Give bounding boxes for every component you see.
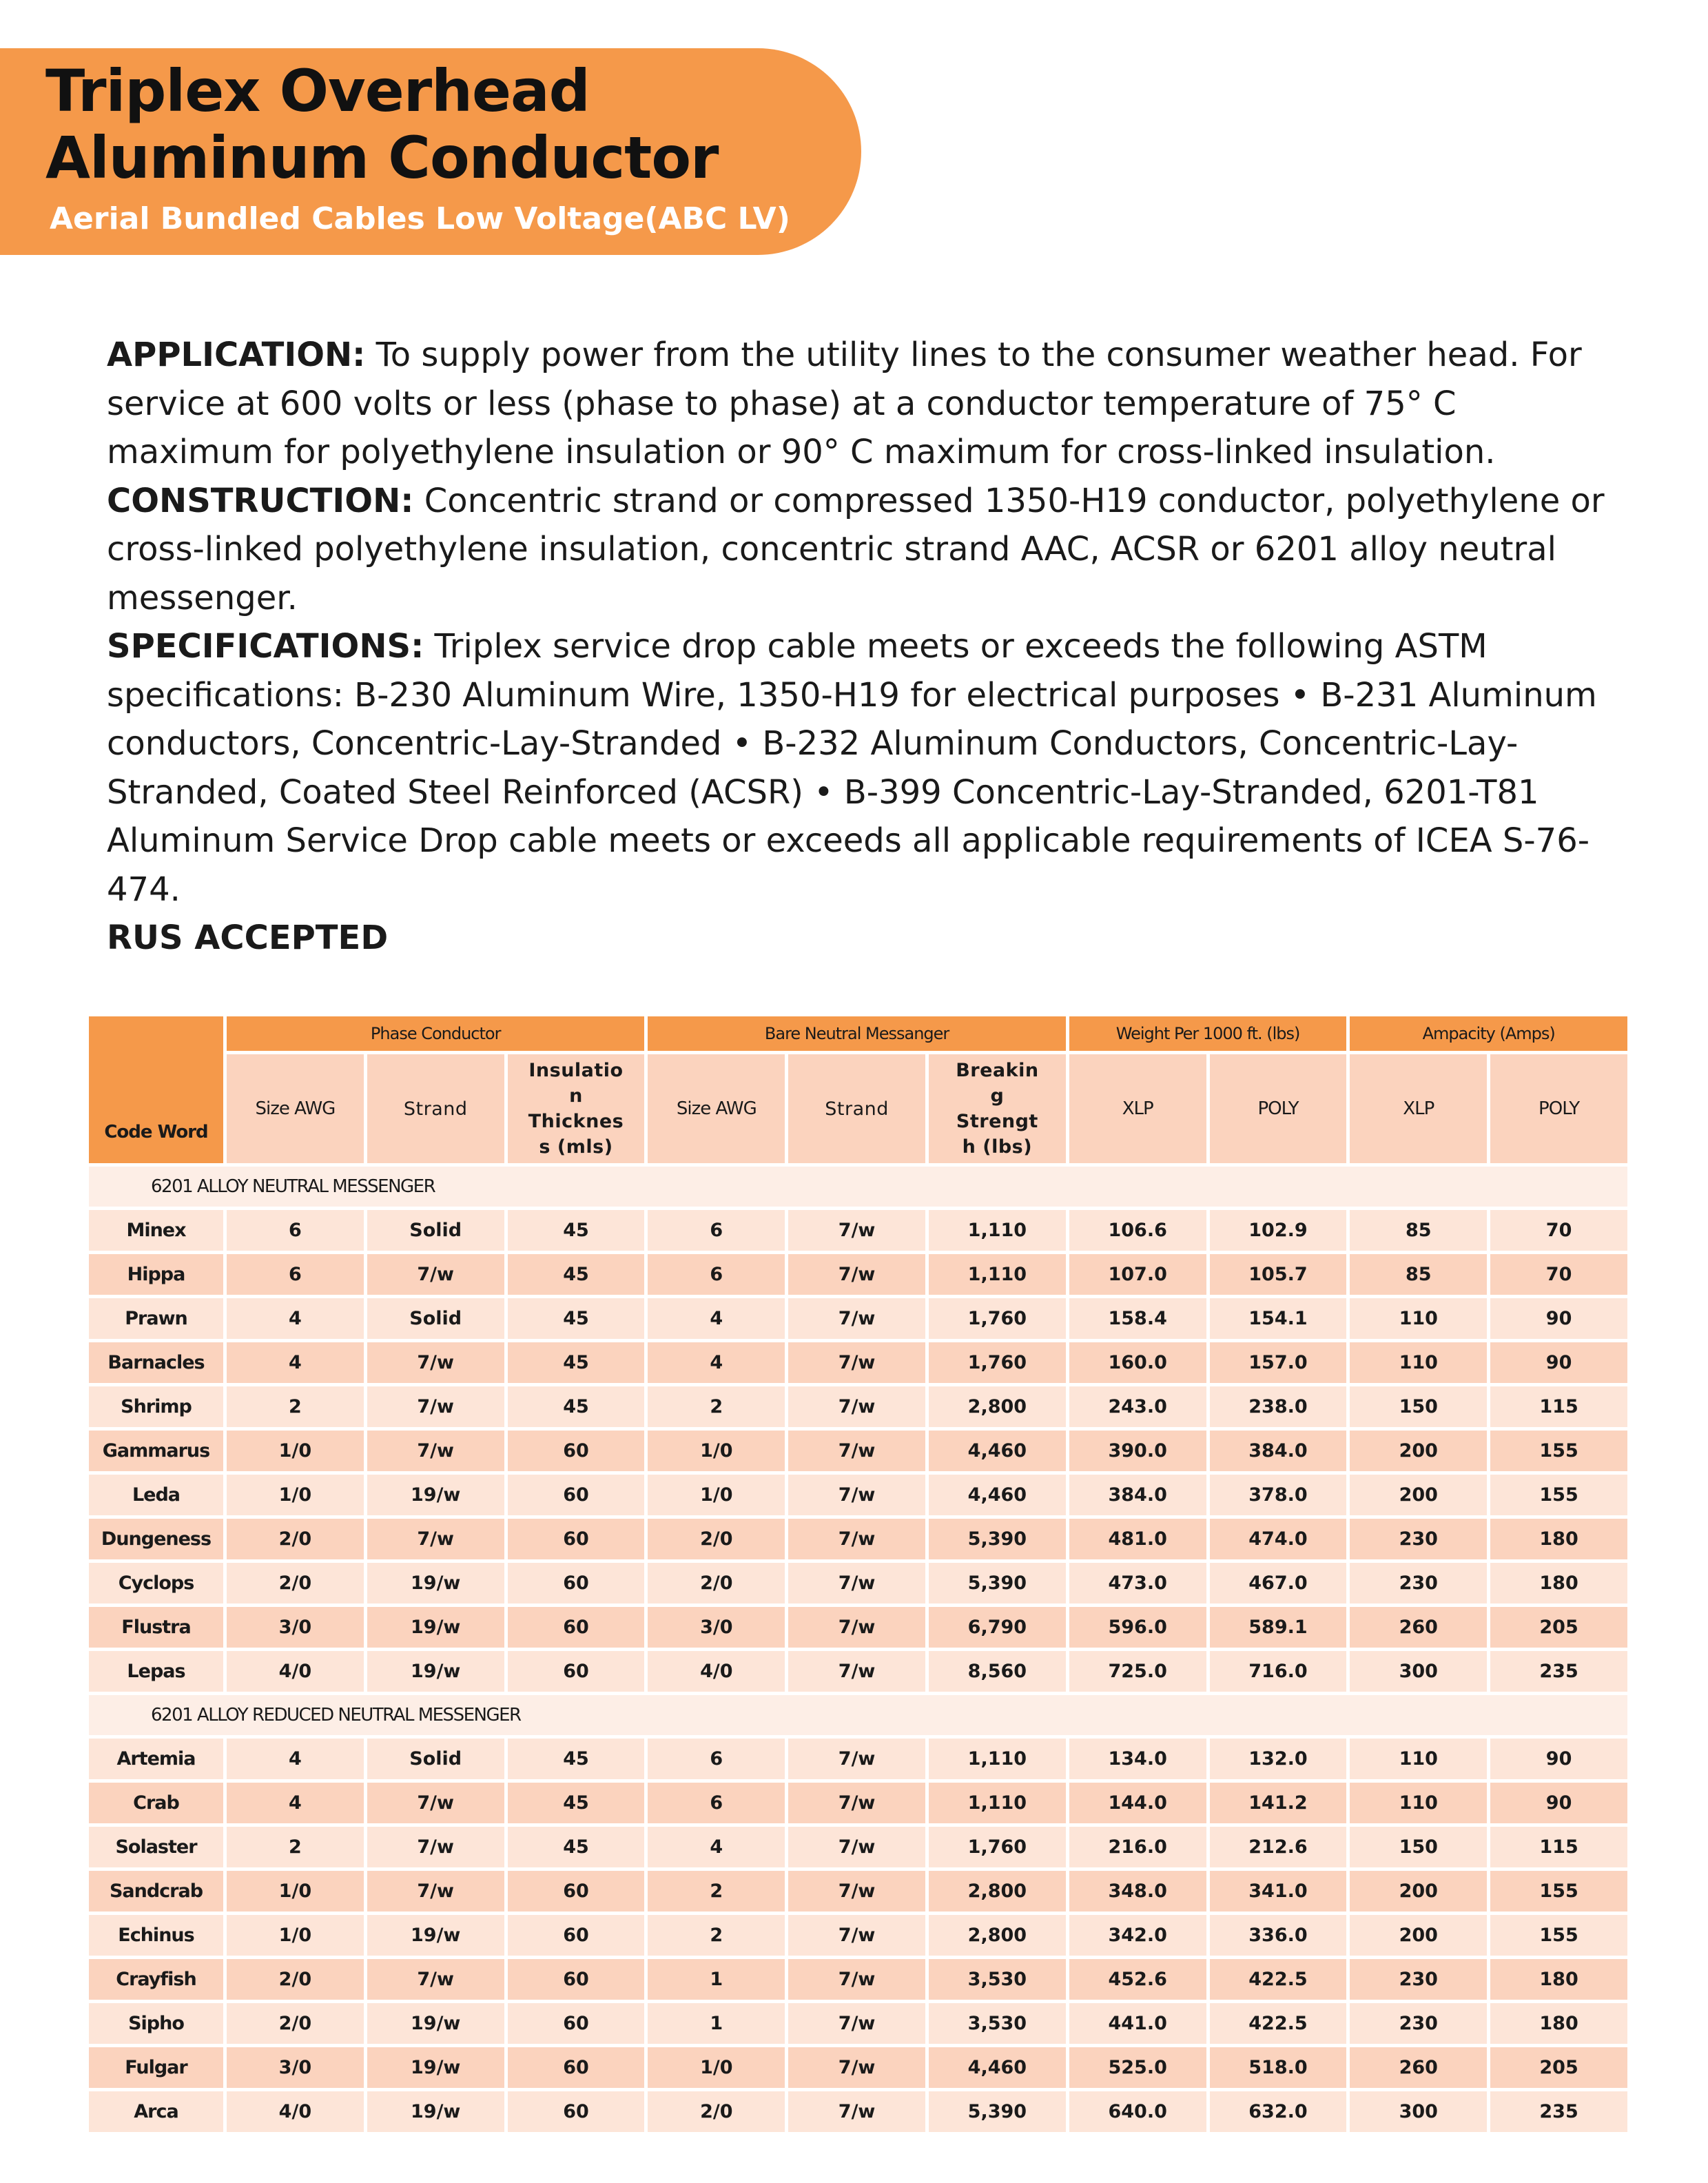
cell-phase-strand: 7/w [367, 1519, 504, 1559]
cell-weight-xlp: 596.0 [1069, 1607, 1206, 1648]
cell-amp-poly: 155 [1490, 1475, 1627, 1515]
header-group-phase: Phase Conductor [227, 1016, 644, 1051]
cell-phase-size: 2 [227, 1386, 364, 1427]
cell-phase-strand: 7/w [367, 1959, 504, 2000]
cell-amp-xlp: 230 [1350, 1563, 1487, 1603]
cell-insulation: 60 [508, 1871, 645, 1912]
cell-neutral-strand: 7/w [788, 1431, 925, 1471]
header-breaking-strength: Breakin g Strengt h (lbs) [929, 1054, 1066, 1163]
cell-phase-size: 2/0 [227, 2003, 364, 2044]
cell-weight-xlp: 640.0 [1069, 2091, 1206, 2132]
cell-amp-poly: 90 [1490, 1298, 1627, 1339]
cell-neutral-strand: 7/w [788, 1298, 925, 1339]
cell-breaking-strength: 8,560 [929, 1651, 1066, 1692]
cell-weight-xlp: 158.4 [1069, 1298, 1206, 1339]
cell-code-word: Sipho [89, 2003, 223, 2044]
cell-insulation: 45 [508, 1254, 645, 1295]
header-weight-poly: POLY [1210, 1054, 1347, 1163]
cell-neutral-size: 4/0 [648, 1651, 785, 1692]
cell-code-word: Shrimp [89, 1386, 223, 1427]
header-group-neutral: Bare Neutral Messanger [648, 1016, 1065, 1051]
cell-breaking-strength: 4,460 [929, 2047, 1066, 2088]
table-row [89, 1607, 1627, 1648]
cell-amp-xlp: 110 [1350, 1739, 1487, 1779]
cell-neutral-size: 4 [648, 1342, 785, 1383]
cell-insulation: 60 [508, 2047, 645, 2088]
cell-code-word: Prawn [89, 1298, 223, 1339]
cell-amp-poly: 90 [1490, 1342, 1627, 1383]
cell-code-word: Leda [89, 1475, 223, 1515]
cell-amp-poly: 90 [1490, 1783, 1627, 1823]
cell-weight-xlp: 481.0 [1069, 1519, 1206, 1559]
cell-neutral-size: 4 [648, 1827, 785, 1867]
cell-neutral-strand: 7/w [788, 1254, 925, 1295]
title-line-2: Aluminum Conductor [45, 124, 719, 192]
cell-insulation: 60 [508, 2003, 645, 2044]
cell-weight-xlp: 348.0 [1069, 1871, 1206, 1912]
table-row [89, 1563, 1627, 1603]
cell-insulation: 45 [508, 1342, 645, 1383]
cell-insulation: 60 [508, 1651, 645, 1692]
cell-breaking-strength: 1,110 [929, 1783, 1066, 1823]
cell-weight-poly: 384.0 [1210, 1431, 1347, 1471]
cell-phase-strand: 7/w [367, 1254, 504, 1295]
cell-insulation: 60 [508, 1607, 645, 1648]
cell-weight-xlp: 243.0 [1069, 1386, 1206, 1427]
cell-insulation: 60 [508, 1519, 645, 1559]
cell-breaking-strength: 5,390 [929, 1519, 1066, 1559]
cell-amp-xlp: 110 [1350, 1342, 1487, 1383]
cell-phase-size: 4 [227, 1783, 364, 1823]
cell-amp-xlp: 150 [1350, 1386, 1487, 1427]
cell-neutral-size: 2/0 [648, 1519, 785, 1559]
cell-breaking-strength: 1,110 [929, 1739, 1066, 1779]
cell-breaking-strength: 1,110 [929, 1254, 1066, 1295]
cell-phase-size: 2/0 [227, 1563, 364, 1603]
cell-phase-size: 3/0 [227, 1607, 364, 1648]
table-row [89, 1386, 1627, 1427]
cell-amp-xlp: 110 [1350, 1298, 1487, 1339]
table-row [89, 1519, 1627, 1559]
cell-phase-strand: 7/w [367, 1783, 504, 1823]
cell-breaking-strength: 4,460 [929, 1431, 1066, 1471]
cell-weight-xlp: 384.0 [1069, 1475, 1206, 1515]
cell-neutral-size: 1/0 [648, 2047, 785, 2088]
cell-phase-strand: 19/w [367, 2003, 504, 2044]
cell-code-word: Cyclops [89, 1563, 223, 1603]
application-text: To supply power from the utility lines to the consumer weather head. For service at 600 volts or less (phase to phase) at a conductor temperature of 75° C maximum for polyethylene insulation or 90° C maximum for cross-linked insulation. [107, 336, 1582, 471]
cell-breaking-strength: 5,390 [929, 1563, 1066, 1603]
cell-phase-strand: 19/w [367, 2047, 504, 2088]
header-amp-poly: POLY [1490, 1054, 1627, 1163]
construction-paragraph [107, 477, 1609, 623]
cell-weight-xlp: 725.0 [1069, 1651, 1206, 1692]
section-title: 6201 ALLOY NEUTRAL MESSENGER [89, 1167, 1627, 1207]
cell-neutral-size: 6 [648, 1254, 785, 1295]
cell-code-word: Arca [89, 2091, 223, 2132]
cell-phase-size: 1/0 [227, 1431, 364, 1471]
cell-amp-poly: 115 [1490, 1386, 1627, 1427]
cell-phase-size: 4 [227, 1342, 364, 1383]
spec-table [85, 1013, 1631, 2135]
cell-code-word: Flustra [89, 1607, 223, 1648]
cell-weight-xlp: 216.0 [1069, 1827, 1206, 1867]
cell-breaking-strength: 1,760 [929, 1342, 1066, 1383]
cell-weight-poly: 518.0 [1210, 2047, 1347, 2088]
table-row [89, 1739, 1627, 1779]
cell-amp-xlp: 230 [1350, 2003, 1487, 2044]
cell-amp-xlp: 85 [1350, 1210, 1487, 1251]
table-body-reduced [89, 1695, 1627, 2132]
cell-neutral-strand: 7/w [788, 1519, 925, 1559]
table-row [89, 1475, 1627, 1515]
cell-code-word: Crab [89, 1783, 223, 1823]
header-neutral-strand: Strand [788, 1054, 925, 1163]
cell-weight-poly: 154.1 [1210, 1298, 1347, 1339]
cell-amp-poly: 155 [1490, 1871, 1627, 1912]
cell-weight-xlp: 452.6 [1069, 1959, 1206, 2000]
cell-weight-xlp: 525.0 [1069, 2047, 1206, 2088]
section-header-row [89, 1167, 1627, 1207]
cell-insulation: 45 [508, 1298, 645, 1339]
cell-insulation: 60 [508, 1475, 645, 1515]
cell-neutral-size: 6 [648, 1210, 785, 1251]
cell-weight-poly: 589.1 [1210, 1607, 1347, 1648]
cell-breaking-strength: 5,390 [929, 2091, 1066, 2132]
cell-neutral-strand: 7/w [788, 1959, 925, 2000]
table-row [89, 1827, 1627, 1867]
cell-phase-size: 1/0 [227, 1915, 364, 1956]
cell-amp-poly: 205 [1490, 2047, 1627, 2088]
application-label: APPLICATION: [107, 336, 366, 374]
header-code-word: Code Word [89, 1016, 223, 1163]
cell-weight-poly: 132.0 [1210, 1739, 1347, 1779]
cell-phase-size: 2/0 [227, 1519, 364, 1559]
table-row [89, 1210, 1627, 1251]
cell-code-word: Crayfish [89, 1959, 223, 2000]
cell-code-word: Dungeness [89, 1519, 223, 1559]
table-row [89, 2003, 1627, 2044]
cell-phase-strand: 19/w [367, 1915, 504, 1956]
cell-breaking-strength: 3,530 [929, 2003, 1066, 2044]
cell-neutral-strand: 7/w [788, 1915, 925, 1956]
cell-weight-poly: 238.0 [1210, 1386, 1347, 1427]
cell-insulation: 45 [508, 1210, 645, 1251]
cell-neutral-strand: 7/w [788, 1342, 925, 1383]
cell-weight-poly: 102.9 [1210, 1210, 1347, 1251]
cell-neutral-strand: 7/w [788, 1386, 925, 1427]
cell-neutral-size: 4 [648, 1298, 785, 1339]
cell-amp-xlp: 85 [1350, 1254, 1487, 1295]
specifications-label: SPECIFICATIONS: [107, 627, 424, 666]
cell-weight-xlp: 134.0 [1069, 1739, 1206, 1779]
specifications-paragraph [107, 622, 1609, 914]
cell-weight-poly: 467.0 [1210, 1563, 1347, 1603]
cell-weight-xlp: 473.0 [1069, 1563, 1206, 1603]
cell-code-word: Artemia [89, 1739, 223, 1779]
cell-weight-poly: 474.0 [1210, 1519, 1347, 1559]
cell-weight-xlp: 441.0 [1069, 2003, 1206, 2044]
cell-neutral-strand: 7/w [788, 1739, 925, 1779]
cell-amp-poly: 115 [1490, 1827, 1627, 1867]
cell-code-word: Sandcrab [89, 1871, 223, 1912]
cell-phase-size: 3/0 [227, 2047, 364, 2088]
cell-neutral-strand: 7/w [788, 1783, 925, 1823]
cell-weight-poly: 422.5 [1210, 2003, 1347, 2044]
cell-breaking-strength: 1,760 [929, 1827, 1066, 1867]
cell-neutral-size: 1 [648, 2003, 785, 2044]
table-body-neutral [89, 1167, 1627, 1692]
header-group-ampacity: Ampacity (Amps) [1350, 1016, 1627, 1051]
cell-amp-xlp: 300 [1350, 2091, 1487, 2132]
cell-phase-size: 1/0 [227, 1871, 364, 1912]
cell-phase-strand: 7/w [367, 1871, 504, 1912]
cell-insulation: 60 [508, 2091, 645, 2132]
section-title: 6201 ALLOY REDUCED NEUTRAL MESSENGER [89, 1695, 1627, 1735]
cell-amp-poly: 235 [1490, 1651, 1627, 1692]
cell-code-word: Minex [89, 1210, 223, 1251]
cell-breaking-strength: 6,790 [929, 1607, 1066, 1648]
cell-neutral-size: 6 [648, 1783, 785, 1823]
cell-phase-size: 4 [227, 1739, 364, 1779]
cell-phase-strand: Solid [367, 1210, 504, 1251]
cell-weight-xlp: 144.0 [1069, 1783, 1206, 1823]
cell-neutral-strand: 7/w [788, 1607, 925, 1648]
cell-phase-strand: 19/w [367, 2091, 504, 2132]
cell-phase-strand: Solid [367, 1739, 504, 1779]
cell-neutral-strand: 7/w [788, 1475, 925, 1515]
cell-amp-poly: 155 [1490, 1431, 1627, 1471]
cell-weight-xlp: 390.0 [1069, 1431, 1206, 1471]
cell-neutral-strand: 7/w [788, 1563, 925, 1603]
cell-code-word: Fulgar [89, 2047, 223, 2088]
cell-breaking-strength: 2,800 [929, 1871, 1066, 1912]
cell-neutral-strand: 7/w [788, 1827, 925, 1867]
table-row [89, 2091, 1627, 2132]
cell-neutral-strand: 7/w [788, 2003, 925, 2044]
cell-amp-poly: 180 [1490, 1519, 1627, 1559]
specifications-text: Triplex service drop cable meets or exceeds the following ASTM specifications: B-230 Aluminum Wire, 1350-H19 for electrical purposes • B-231 Aluminum conductors, Concentric-Lay-Stranded • B-232 Aluminum Conductors, Concentric-Lay-Stranded, Coated Steel Reinforced (ACSR) • B-399 Concentric-Lay-Stranded, 6201-T81 Aluminum Service Drop cable meets or exceeds all applicable requirements of ICEA S-76-474. [107, 627, 1597, 909]
cell-phase-strand: 19/w [367, 1651, 504, 1692]
cell-breaking-strength: 1,760 [929, 1298, 1066, 1339]
table-row [89, 1651, 1627, 1692]
cell-code-word: Hippa [89, 1254, 223, 1295]
cell-weight-poly: 212.6 [1210, 1827, 1347, 1867]
cell-amp-poly: 180 [1490, 1959, 1627, 2000]
header-phase-strand: Strand [367, 1054, 504, 1163]
cell-weight-poly: 632.0 [1210, 2091, 1347, 2132]
cell-amp-poly: 180 [1490, 1563, 1627, 1603]
cell-neutral-size: 2 [648, 1386, 785, 1427]
cell-neutral-strand: 7/w [788, 2047, 925, 2088]
cell-neutral-size: 1 [648, 1959, 785, 2000]
cell-weight-xlp: 106.6 [1069, 1210, 1206, 1251]
table-row [89, 1959, 1627, 2000]
cell-amp-poly: 70 [1490, 1210, 1627, 1251]
cell-phase-strand: 19/w [367, 1475, 504, 1515]
header-group-weight: Weight Per 1000 ft. (lbs) [1069, 1016, 1347, 1051]
cell-code-word: Barnacles [89, 1342, 223, 1383]
cell-weight-poly: 422.5 [1210, 1959, 1347, 2000]
cell-phase-size: 2 [227, 1827, 364, 1867]
cell-breaking-strength: 4,460 [929, 1475, 1066, 1515]
cell-weight-poly: 105.7 [1210, 1254, 1347, 1295]
cell-amp-xlp: 260 [1350, 2047, 1487, 2088]
cell-insulation: 45 [508, 1739, 645, 1779]
cell-neutral-strand: 7/w [788, 1210, 925, 1251]
cell-weight-poly: 141.2 [1210, 1783, 1347, 1823]
table-row [89, 1298, 1627, 1339]
cell-phase-strand: 19/w [367, 1607, 504, 1648]
cell-phase-strand: 7/w [367, 1431, 504, 1471]
cell-phase-strand: Solid [367, 1298, 504, 1339]
cell-phase-size: 6 [227, 1210, 364, 1251]
cell-neutral-size: 2/0 [648, 2091, 785, 2132]
cell-insulation: 45 [508, 1386, 645, 1427]
cell-weight-xlp: 342.0 [1069, 1915, 1206, 1956]
cell-amp-poly: 70 [1490, 1254, 1627, 1295]
cell-insulation: 45 [508, 1783, 645, 1823]
table-row [89, 1783, 1627, 1823]
cell-weight-poly: 378.0 [1210, 1475, 1347, 1515]
cell-code-word: Solaster [89, 1827, 223, 1867]
construction-label: CONSTRUCTION: [107, 481, 414, 520]
cell-insulation: 60 [508, 1563, 645, 1603]
cell-weight-poly: 716.0 [1210, 1651, 1347, 1692]
header-insulation: Insulatio n Thicknes s (mls) [508, 1054, 645, 1163]
table-row [89, 1915, 1627, 1956]
cell-phase-strand: 19/w [367, 1563, 504, 1603]
cell-amp-poly: 90 [1490, 1739, 1627, 1779]
cell-amp-xlp: 230 [1350, 1519, 1487, 1559]
cell-amp-poly: 235 [1490, 2091, 1627, 2132]
rus-accepted: RUS ACCEPTED [107, 919, 389, 957]
cell-neutral-size: 1/0 [648, 1431, 785, 1471]
cell-breaking-strength: 1,110 [929, 1210, 1066, 1251]
section-header-row [89, 1695, 1627, 1735]
cell-code-word: Gammarus [89, 1431, 223, 1471]
cell-phase-size: 2/0 [227, 1959, 364, 2000]
cell-weight-poly: 157.0 [1210, 1342, 1347, 1383]
description-block [107, 331, 1609, 963]
cell-insulation: 60 [508, 1431, 645, 1471]
cell-amp-xlp: 110 [1350, 1783, 1487, 1823]
cell-neutral-size: 2/0 [648, 1563, 785, 1603]
cell-phase-strand: 7/w [367, 1827, 504, 1867]
cell-breaking-strength: 2,800 [929, 1915, 1066, 1956]
header-amp-xlp: XLP [1350, 1054, 1487, 1163]
cell-amp-xlp: 200 [1350, 1915, 1487, 1956]
cell-breaking-strength: 2,800 [929, 1386, 1066, 1427]
cell-phase-strand: 7/w [367, 1386, 504, 1427]
construction-text: Concentric strand or compressed 1350-H19 conductor, polyethylene or cross-linked polyethylene insulation, concentric strand AAC, ACSR or 6201 alloy neutral messenger. [107, 481, 1605, 617]
cell-amp-xlp: 200 [1350, 1475, 1487, 1515]
cell-amp-xlp: 200 [1350, 1871, 1487, 1912]
cell-amp-xlp: 300 [1350, 1651, 1487, 1692]
table-row [89, 1254, 1627, 1295]
cell-amp-poly: 205 [1490, 1607, 1627, 1648]
cell-insulation: 45 [508, 1827, 645, 1867]
table-row [89, 1342, 1627, 1383]
cell-neutral-size: 1/0 [648, 1475, 785, 1515]
cell-amp-xlp: 260 [1350, 1607, 1487, 1648]
cell-weight-xlp: 107.0 [1069, 1254, 1206, 1295]
cell-neutral-size: 6 [648, 1739, 785, 1779]
cell-phase-size: 4 [227, 1298, 364, 1339]
cell-neutral-size: 2 [648, 1915, 785, 1956]
cell-neutral-strand: 7/w [788, 1871, 925, 1912]
cell-amp-xlp: 230 [1350, 1959, 1487, 2000]
cell-code-word: Echinus [89, 1915, 223, 1956]
cell-insulation: 60 [508, 1959, 645, 2000]
cell-neutral-size: 3/0 [648, 1607, 785, 1648]
cell-weight-poly: 341.0 [1210, 1871, 1347, 1912]
cell-breaking-strength: 3,530 [929, 1959, 1066, 2000]
cell-neutral-size: 2 [648, 1871, 785, 1912]
cell-code-word: Lepas [89, 1651, 223, 1692]
cell-amp-xlp: 150 [1350, 1827, 1487, 1867]
cell-weight-xlp: 160.0 [1069, 1342, 1206, 1383]
cell-phase-strand: 7/w [367, 1342, 504, 1383]
cell-amp-xlp: 200 [1350, 1431, 1487, 1471]
table-row [89, 1871, 1627, 1912]
cell-neutral-strand: 7/w [788, 2091, 925, 2132]
cell-amp-poly: 180 [1490, 2003, 1627, 2044]
header-weight-xlp: XLP [1069, 1054, 1206, 1163]
title-line-1: Triplex Overhead [45, 57, 590, 125]
application-paragraph [107, 331, 1609, 477]
table-row [89, 1431, 1627, 1471]
cell-phase-size: 4/0 [227, 1651, 364, 1692]
header-neutral-size: Size AWG [648, 1054, 785, 1163]
cell-amp-poly: 155 [1490, 1915, 1627, 1956]
cell-weight-poly: 336.0 [1210, 1915, 1347, 1956]
cell-phase-size: 4/0 [227, 2091, 364, 2132]
header-phase-size: Size AWG [227, 1054, 364, 1163]
cell-neutral-strand: 7/w [788, 1651, 925, 1692]
cell-insulation: 60 [508, 1915, 645, 1956]
cell-phase-size: 1/0 [227, 1475, 364, 1515]
cell-phase-size: 6 [227, 1254, 364, 1295]
page-title [45, 58, 718, 192]
page-subtitle: Aerial Bundled Cables Low Voltage(ABC LV) [50, 201, 790, 236]
table-row [89, 2047, 1627, 2088]
